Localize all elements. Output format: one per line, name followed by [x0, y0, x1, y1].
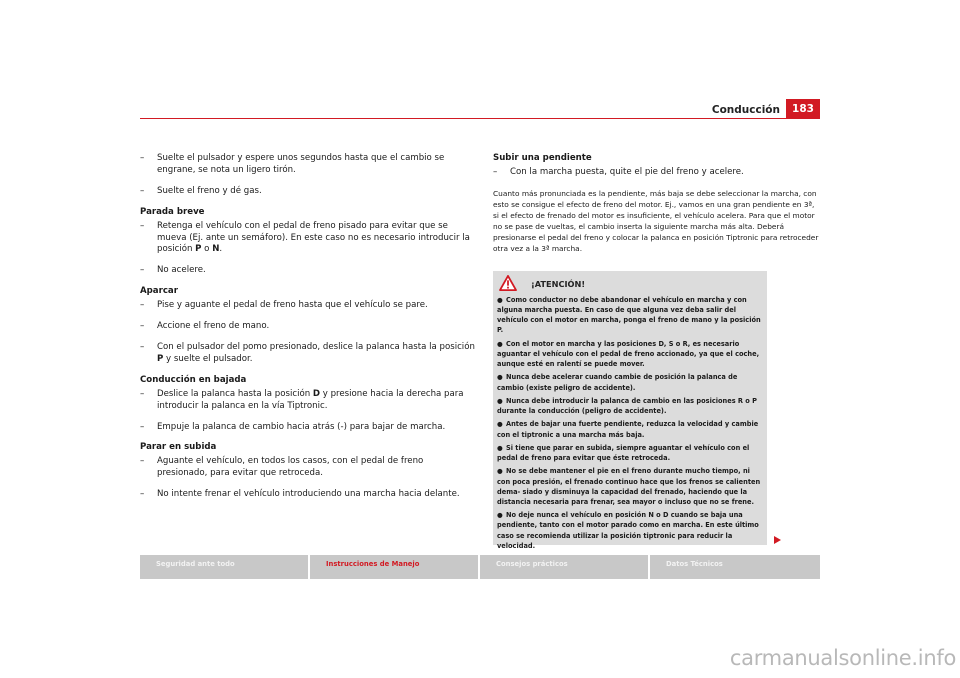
- position-label: N: [212, 244, 220, 255]
- warning-item-text: No deje nunca el vehículo en posición N o D cuando se baja una pendiente, tanto con el motor parado como en marcha. En este último caso se recomienda utilizar la posición tiptronic para reducir la velocidad.: [497, 511, 759, 550]
- header-title: Conducción: [711, 104, 780, 116]
- bullet: ●: [497, 339, 503, 348]
- item-text: Suelte el freno y dé gas.: [157, 185, 262, 196]
- dash: –: [140, 489, 145, 500]
- list-item: [493, 167, 820, 179]
- continue-arrow-icon: [772, 535, 782, 545]
- tab-seguridad[interactable]: Seguridad ante todo: [156, 560, 235, 568]
- bullet: ●: [497, 443, 503, 452]
- warning-item-text: Con el motor en marcha y las posiciones D, S o R, es necesario aguantar el vehículo con el pedal de freno accionado, ya que el coche, aunque esté en ralentí se puede mover.: [497, 339, 760, 369]
- warning-item: [497, 443, 765, 463]
- item-text: y suelte el pulsador.: [163, 353, 253, 364]
- list-item: [140, 342, 475, 366]
- section-heading: Conducción en bajada: [140, 374, 247, 385]
- item-text: Retenga el vehículo con el pedal de freno pisado para evitar que se mueva (Ej. ante un semáforo). En este caso no es necesario introducir la posición: [157, 220, 470, 255]
- warning-triangle-icon: [499, 275, 517, 291]
- list-item: [140, 321, 475, 333]
- header-rule: [140, 118, 820, 119]
- info-note: Cuanto más pronunciada es la pendiente, más baja se debe seleccionar la marcha, con esto se consigue el efecto de freno del motor. Ej., vamos en una gran pendiente en 3ª, si el efecto de frenado del motor es insuficiente, el vehículo acelera. Para que el motor no se pase de vueltas, el cambio inserta la siguiente marcha más alta. Deberá presionarse el pedal del freno y colocar la palanca en posición Tiptronic para retroceder otra vez a la 3ª marcha.: [493, 188, 819, 254]
- bullet: ●: [497, 373, 503, 382]
- tab-datos[interactable]: Datos Técnicos: [666, 560, 723, 568]
- right-column: [493, 153, 820, 254]
- dash: –: [140, 456, 145, 467]
- item-text: Deslice la palanca hasta la posición: [157, 388, 313, 399]
- list-item: [140, 456, 475, 480]
- bullet: ●: [497, 296, 503, 304]
- warning-list: [497, 295, 765, 554]
- section-heading: Aparcar: [140, 286, 178, 297]
- item-text: Con el pulsador del pomo presionado, deslice la palanca hasta la posición: [157, 341, 475, 352]
- warning-item: [497, 396, 765, 416]
- warning-item: [497, 339, 765, 369]
- dash: –: [140, 421, 145, 432]
- dash: –: [140, 220, 145, 231]
- position-label: P: [157, 353, 164, 364]
- item-text: Con la marcha puesta, quite el pie del freno y acelere.: [510, 166, 744, 177]
- warning-item: [497, 419, 765, 439]
- list-item: [140, 221, 475, 257]
- page-number: 183: [786, 99, 820, 119]
- item-text: No intente frenar el vehículo introduciendo una marcha hacia delante.: [157, 489, 460, 500]
- list-item: [140, 153, 475, 177]
- item-text: .: [219, 244, 223, 255]
- warning-item: [497, 466, 765, 507]
- warning-item-text: Nunca debe acelerar cuando cambie de posición la palanca de cambio (existe peligro de accidente).: [497, 373, 738, 392]
- watermark: carmanualsonline.info: [729, 646, 956, 670]
- item-text: y presione hacia la derecha para introducir la palanca en la vía Tiptronic.: [157, 388, 464, 411]
- list-item: [140, 186, 475, 198]
- item-text: Empuje la palanca de cambio hacia atrás (-) para bajar de marcha.: [157, 421, 446, 432]
- left-column: [140, 153, 475, 510]
- warning-item: [497, 372, 765, 392]
- section-heading: Subir una pendiente: [493, 153, 592, 163]
- warning-title: ¡ATENCIÓN!: [531, 279, 586, 289]
- item-text: o: [201, 244, 213, 255]
- item-text: Accione el freno de mano.: [157, 321, 270, 332]
- list-item: [140, 265, 475, 277]
- section-heading: Parar en subida: [140, 442, 217, 453]
- item-text: Pise y aguante el pedal de freno hasta que el vehículo se pare.: [157, 300, 428, 311]
- dash: –: [140, 341, 145, 352]
- warning-item-text: Antes de bajar una fuerte pendiente, reduzca la velocidad y cambie con el tiptronic a una marcha más baja.: [497, 420, 759, 439]
- list-item: [140, 389, 475, 413]
- list-item: [140, 489, 475, 501]
- warning-header: [493, 271, 767, 291]
- item-text: Suelte el pulsador y espere unos segundos hasta que el cambio se engrane, se nota un ligero tirón.: [157, 153, 445, 175]
- item-text: Aguante el vehículo, en todos los casos, con el pedal de freno presionado, para evitar que retroceda.: [157, 456, 424, 479]
- warning-item: [497, 295, 765, 336]
- tab-consejos[interactable]: Consejos prácticos: [496, 560, 568, 568]
- dash: –: [140, 185, 145, 196]
- warning-box: [493, 271, 767, 550]
- bullet: ●: [497, 511, 503, 520]
- list-item: [140, 422, 475, 434]
- dash: –: [140, 300, 145, 311]
- footer-nav: [140, 555, 820, 579]
- position-label: D: [312, 388, 321, 399]
- position-label: P: [195, 244, 202, 255]
- list-item: [140, 300, 475, 312]
- section-heading: Parada breve: [140, 206, 205, 217]
- dash: –: [140, 265, 145, 276]
- bullet: ●: [497, 420, 503, 429]
- bullet: ●: [497, 467, 503, 476]
- warning-item-text: Si tiene que parar en subida, siempre aguantar el vehículo con el pedal de freno para evitar que éste retroceda.: [497, 443, 750, 463]
- warning-item-text: Nunca debe introducir la palanca de cambio en las posiciones R o P durante la conducción (peligro de accidente).: [497, 396, 757, 416]
- tab-instrucciones[interactable]: Instrucciones de Manejo: [326, 560, 420, 568]
- dash: –: [493, 166, 498, 177]
- dash: –: [140, 388, 145, 399]
- bullet: ●: [497, 396, 503, 405]
- item-text: No acelere.: [157, 265, 206, 276]
- dash: –: [140, 321, 145, 332]
- warning-item: [497, 510, 765, 551]
- dash: –: [140, 153, 145, 163]
- warning-item-text: Como conductor no debe abandonar el vehículo en marcha y con alguna marcha puesta. En caso de que alguna vez deba salir del vehículo con el motor en marcha, ponga el freno de mano y la posición P.: [497, 296, 761, 335]
- warning-item-text: No se debe mantener el pie en el freno durante mucho tiempo, ni con poca presión, el frenado continuo hace que los frenos se calienten dema- siado y disminuya la capacidad del frenado, haciendo que la distancia necesaria para frenar, sea mayor o incluso que no se frene.: [497, 467, 761, 506]
